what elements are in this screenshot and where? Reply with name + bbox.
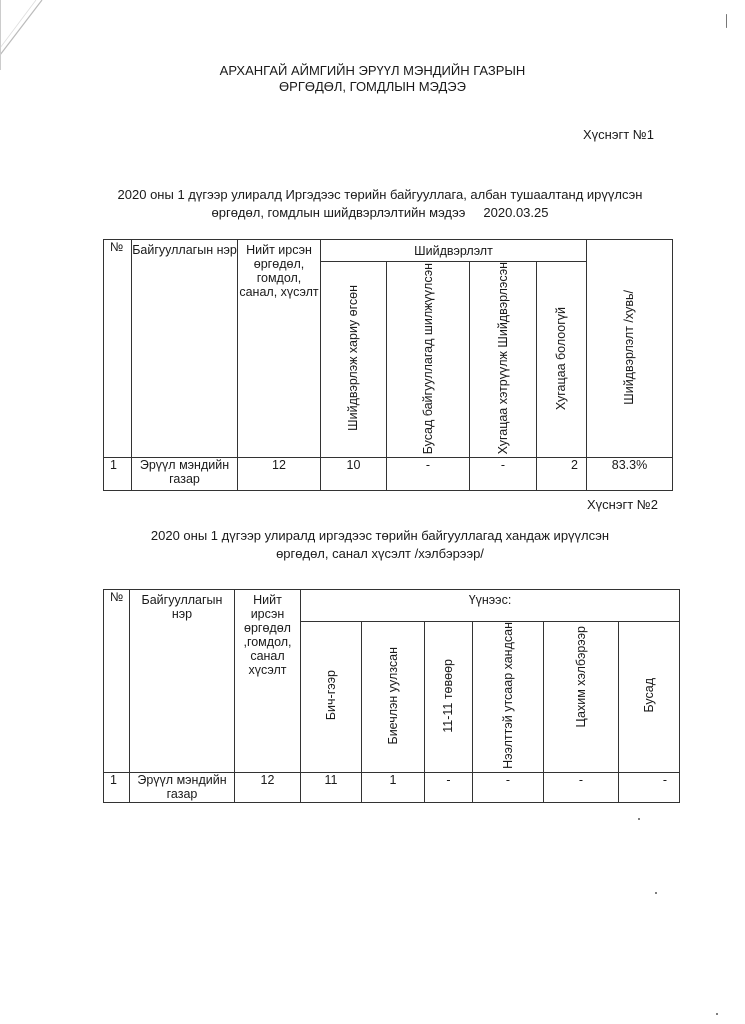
document-title	[0, 63, 745, 95]
header-no: №	[104, 590, 130, 773]
header-organization: Байгууллагын нэр	[130, 590, 235, 773]
subheader-open-phone: Нээлттэй утсаар хандсан	[473, 622, 544, 773]
header-breakdown-group: Үүнээс:	[301, 590, 680, 622]
appendix1-title-line2: өргөдөл, гомдлын шийдвэрлэлтийн мэдээ	[211, 205, 466, 220]
subheader-not-due: Хугацаа болоогүй	[537, 262, 587, 458]
row-organization: Эрүүл мэндийн газар	[132, 458, 238, 491]
header-no: №	[104, 240, 132, 458]
subheader-in-person: Биечлэн уулзсан	[362, 622, 425, 773]
row-11-11-center: -	[425, 772, 473, 802]
appendix1-table	[103, 239, 673, 491]
row-answered: 10	[321, 458, 387, 491]
subheader-other: Бусад	[619, 622, 680, 773]
appendix1-date: 2020.03.25	[483, 205, 549, 220]
document-title-line1: АРХАНГАЙ АЙМГИЙН ЭРҮҮЛ МЭНДИЙН ГАЗРЫН	[219, 63, 526, 78]
row-open-phone: -	[473, 772, 544, 802]
row-written: 11	[301, 772, 362, 802]
document-title-line2: ӨРГӨДӨЛ, ГОМДЛЫН МЭДЭЭ	[279, 79, 466, 94]
header-total-received: Нийт ирсэн өргөдөл ,гомдол, санал хүсэлт	[235, 590, 301, 773]
appendix2-title-line2: өргөдөл, санал хүсэлт /хэлбэрээр/	[276, 546, 484, 561]
header-total-received: Нийт ирсэн өргөдөл, гомдол, санал, хүсэлт	[238, 240, 321, 458]
scan-fold-mark	[0, 0, 50, 70]
header-resolution-group: Шийдвэрлэлт	[321, 240, 587, 262]
subheader-answered: Шийдвэрлэж хариу өгсөн	[321, 262, 387, 458]
row-no: 1	[104, 458, 132, 491]
scan-speck	[655, 892, 657, 894]
row-electronic: -	[544, 772, 619, 802]
subheader-written: Бич-гээр	[301, 622, 362, 773]
header-organization: Байгууллагын нэр	[132, 240, 238, 458]
appendix2-title	[90, 527, 670, 563]
row-overdue: -	[470, 458, 537, 491]
appendix2-table	[103, 589, 680, 803]
row-total: 12	[235, 772, 301, 802]
appendix2-label: Хүснэгт №2	[587, 497, 658, 512]
row-not-due: 2	[537, 458, 587, 491]
table-row	[104, 772, 680, 802]
subheader-11-11-center: 11-11 төвөөр	[425, 622, 473, 773]
subheader-transferred: Бусад байгууллагад шилжүүлсэн	[387, 262, 470, 458]
row-organization: Эрүүл мэндийн газар	[130, 772, 235, 802]
subheader-overdue: Хугацаа хэтрүүлж Шийдвэрлэсэн	[470, 262, 537, 458]
row-no: 1	[104, 772, 130, 802]
row-total: 12	[238, 458, 321, 491]
header-resolution-percent: Шийдвэрлэлт /хувь/	[587, 240, 673, 458]
row-in-person: 1	[362, 772, 425, 802]
table-row	[104, 458, 673, 491]
row-percent: 83.3%	[587, 458, 673, 491]
appendix2-title-line1: 2020 оны 1 дүгээр улиралд иргэдээс төрийн байгууллагад хандаж ирүүлсэн	[150, 528, 610, 543]
scan-speck	[638, 818, 640, 820]
appendix1-title-line1: 2020 оны 1 дүгээр улиралд Иргэдээс төрийн байгууллага, албан тушаалтанд ирүүлсэн	[117, 187, 643, 202]
row-other: -	[619, 772, 680, 802]
appendix1-title	[90, 186, 670, 222]
scan-speck	[716, 1013, 718, 1015]
scan-speck	[726, 14, 727, 28]
subheader-electronic: Цахим хэлбэрээр	[544, 622, 619, 773]
appendix1-label: Хүснэгт №1	[583, 127, 654, 142]
row-transferred: -	[387, 458, 470, 491]
